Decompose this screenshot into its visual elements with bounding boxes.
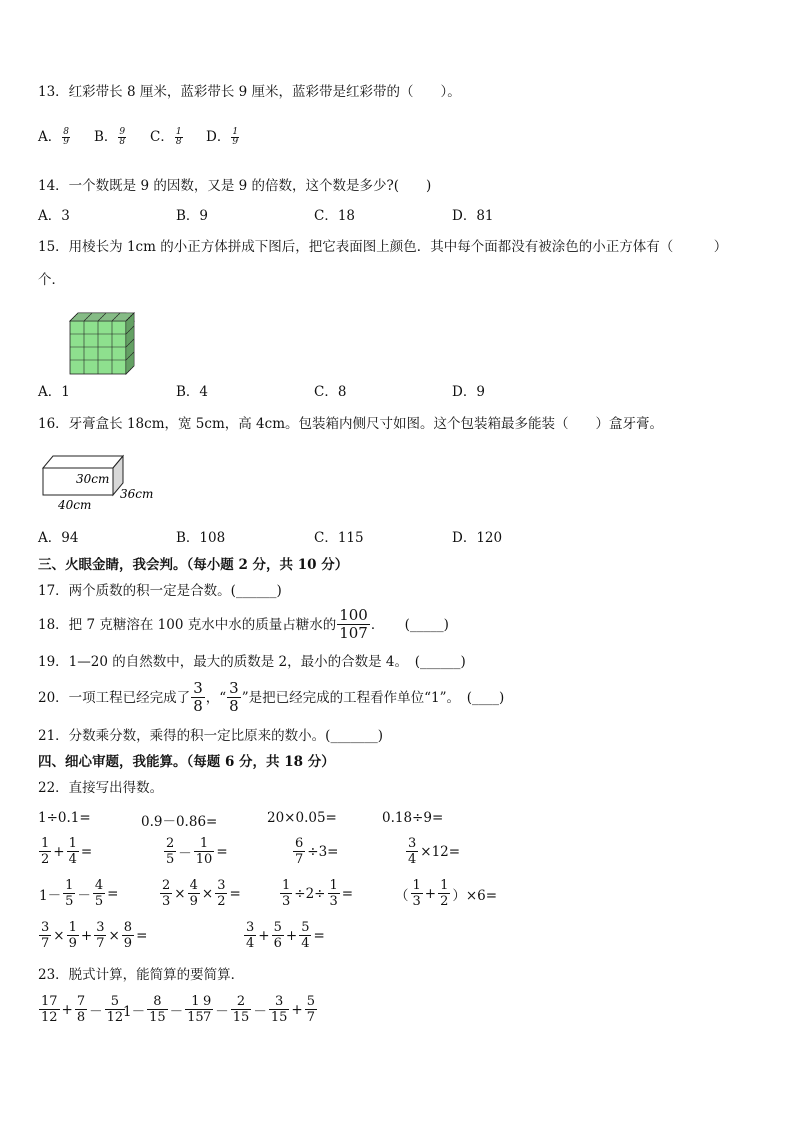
q16-option-a[interactable]: A．94 xyxy=(38,530,79,546)
q22-item-8: $\frac{3}{4}$ ×12= xyxy=(408,836,461,867)
q22-item-1: 1÷0.1= xyxy=(38,810,91,826)
question-16-stem: 16．牙膏盒长 18cm，宽 5cm，高 4cm。包装箱内侧尺寸如图。这个包装箱最多能装（ ）盒牙膏。 xyxy=(38,416,663,432)
q23-item-3: $\frac{9}{7}$ － $\frac{2}{15}$ － $\frac{3}{15}$ + $\frac{5}{7}$ xyxy=(203,994,315,1025)
q16-option-b[interactable]: B．108 xyxy=(176,530,226,546)
q14-option-a[interactable]: A．3 xyxy=(38,208,70,224)
q18-fraction: $\frac{100}{107}$ xyxy=(339,606,368,642)
box-label-right: 36cm xyxy=(120,487,154,501)
q13-option-b[interactable]: B． $\frac{9}{8}$ xyxy=(94,127,126,147)
question-18: 18．把 7 克糖溶在 100 克水中水的质量占糖水的 $\frac{100}{107}$ ． (_____) xyxy=(38,606,449,642)
q22-item-6: $\frac{2}{5}$ － $\frac{1}{10}$ = xyxy=(166,836,228,867)
question-13-stem: 13．红彩带长 8 厘米，蓝彩带长 9 厘米，蓝彩带是红彩带的（ ）。 xyxy=(38,84,461,100)
question-15-stem-line1: 15．用棱长为 1cm 的小正方体拼成下图后，把它表面图上颜色．其中每个面都没有被涂色的小正方体有（ ） xyxy=(38,239,728,255)
q14-option-b[interactable]: B．9 xyxy=(176,208,209,224)
question-17: 17．两个质数的积一定是合数。(______) xyxy=(38,583,282,599)
q22-item-7: $\frac{6}{7}$ ÷3= xyxy=(295,836,339,867)
q22-item-3: 20×0.05= xyxy=(267,810,337,826)
q15-option-b[interactable]: B．4 xyxy=(176,384,209,400)
section-4-heading: 四、细心审题，我能算。（每题 6 分，共 18 分） xyxy=(38,754,335,770)
q15-option-d[interactable]: D．9 xyxy=(452,384,485,400)
box-label-top: 30cm xyxy=(76,472,110,486)
q13-option-d[interactable]: D． $\frac{1}{9}$ xyxy=(206,127,239,147)
box-figure xyxy=(40,452,160,514)
q22-item-4: 0.18÷9= xyxy=(382,810,444,826)
q22-item-5: $\frac{1}{2}$ + $\frac{1}{4}$ = xyxy=(41,836,93,867)
q23-item-2: 1－ $\frac{8}{15}$ － $\frac{1}{15}$ xyxy=(123,994,204,1025)
q22-item-14: $\frac{3}{4}$ + $\frac{5}{6}$ + $\frac{5}{4}$ = xyxy=(246,920,325,951)
q14-option-d[interactable]: D．81 xyxy=(452,208,494,224)
q22-item-13: $\frac{3}{7}$ × $\frac{1}{9}$ + $\frac{3}{7}$ × $\frac{8}{9}$ = xyxy=(41,920,148,951)
q15-option-a[interactable]: A．1 xyxy=(38,384,70,400)
q16-option-d[interactable]: D．120 xyxy=(452,530,503,546)
q15-option-c[interactable]: C．8 xyxy=(314,384,347,400)
question-23-title: 23．脱式计算，能简算的要简算． xyxy=(38,967,245,983)
question-15-stem-line2: 个． xyxy=(38,272,65,288)
section-3-heading: 三、火眼金睛，我会判。（每小题 2 分，共 10 分） xyxy=(38,557,349,573)
box-label-bottom: 40cm xyxy=(58,498,92,512)
question-19: 19．1—20 的自然数中，最大的质数是 2，最小的合数是 4。 (______) xyxy=(38,654,466,670)
q23-item-1: $\frac{17}{12}$ + $\frac{7}{8}$ － $\frac{5}{12}$ xyxy=(41,994,124,1025)
q22-item-2: 0.9－0.86= xyxy=(141,814,218,830)
cube-figure xyxy=(62,309,140,379)
q13-option-a[interactable]: A． $\frac{8}{9}$ xyxy=(38,127,69,147)
question-14-stem: 14．一个数既是 9 的因数，又是 9 的倍数，这个数是多少?( ) xyxy=(38,178,432,194)
q22-item-12: （ $\frac{1}{3}$ + $\frac{1}{2}$ ）×6= xyxy=(395,878,498,909)
q22-item-10: $\frac{2}{3}$ × $\frac{4}{9}$ × $\frac{3}{2}$ = xyxy=(162,878,241,909)
question-21: 21．分数乘分数，乘得的积一定比原来的数小。(_______) xyxy=(38,728,383,744)
q13-option-c[interactable]: C． $\frac{1}{8}$ xyxy=(150,127,182,147)
q22-item-11: $\frac{1}{3}$ ÷2÷ $\frac{1}{3}$ = xyxy=(282,878,354,909)
q14-option-c[interactable]: C．18 xyxy=(314,208,356,224)
q22-item-9: 1－ $\frac{1}{5}$ － $\frac{4}{5}$ = xyxy=(39,878,119,909)
q16-option-c[interactable]: C．115 xyxy=(314,530,364,546)
question-22-title: 22．直接写出得数。 xyxy=(38,780,164,796)
question-20: 20．一项工程已经完成了 $\frac{3}{8}$ ，“ $\frac{3}{8}$ ”是把已经完成的工程看作单位“1”。 (____) xyxy=(38,679,505,715)
